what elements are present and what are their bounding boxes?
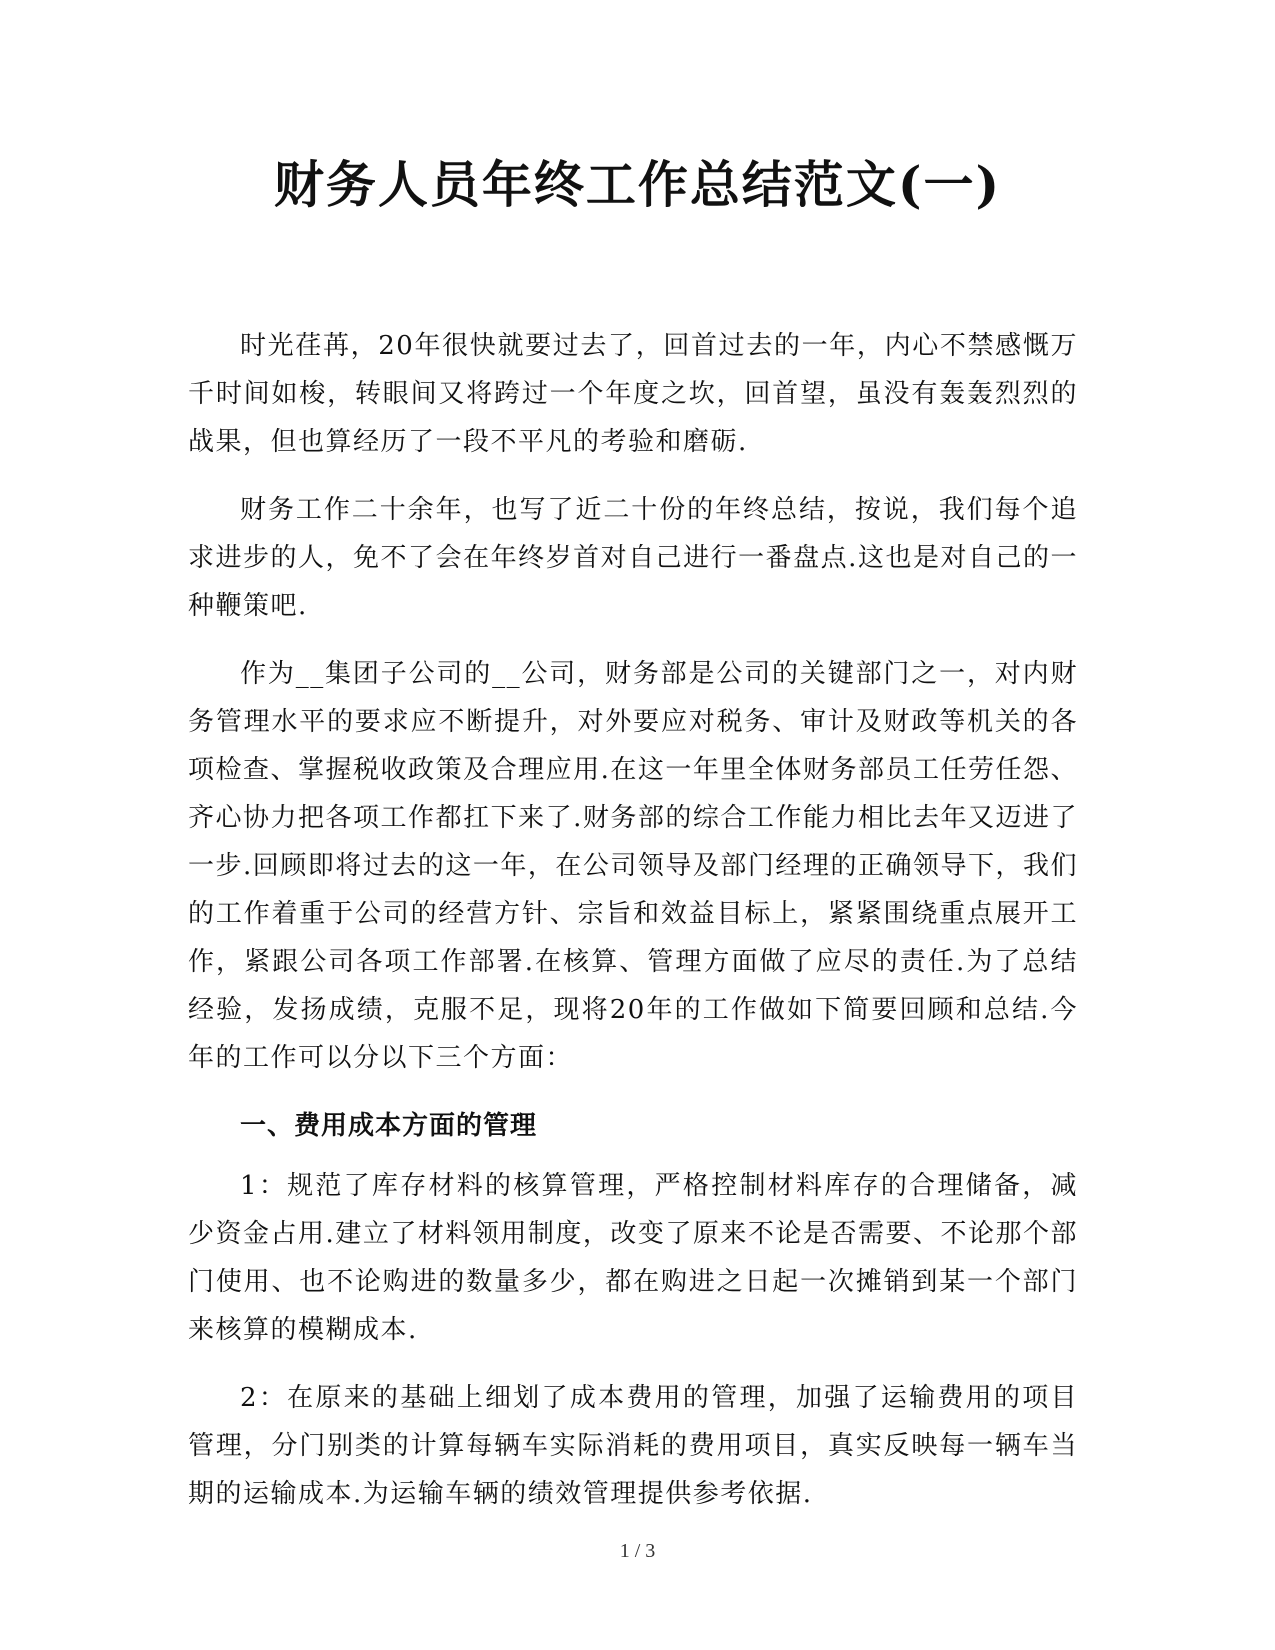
intro-paragraph-3: 作为__集团子公司的__公司，财务部是公司的关键部门之一，对内财务管理水平的要求应不断提升，对外要应对税务、审计及财政等机关的各项检查、掌握税收政策及合理应用.在这一年里全体财务部员工任劳任怨、齐心协力把各项工作都扛下来了.财务部的综合工作能力相比去年又迈进了一步.回顾即将过去的这一年，在公司领导及部门经理的正确领导下，我们的工作着重于公司的经营方针、宗旨和效益目标上，紧紧围绕重点展开工作，紧跟公司各项工作部署.在核算、管理方面做了应尽的责任.为了总结经验，发扬成绩，克服不足，现将20年的工作做如下简要回顾和总结.今年的工作可以分以下三个方面： bbox=[188, 659, 1078, 1073]
document-body bbox=[188, 322, 1078, 1538]
intro-paragraph-1: 时光荏苒，20年很快就要过去了，回首过去的一年，内心不禁感慨万千时间如梭，转眼间又将跨过一个年度之坎，回首望，虽没有轰轰烈烈的战果，但也算经历了一段不平凡的考验和磨砺. bbox=[188, 331, 1078, 457]
document-title: 财务人员年终工作总结范文(一) bbox=[273, 155, 1002, 214]
section-heading: 一、费用成本方面的管理 bbox=[240, 1111, 538, 1141]
page-number: 1 / 3 bbox=[619, 1540, 656, 1562]
section-paragraph-2: 2：在原来的基础上细划了成本费用的管理，加强了运输费用的项目管理，分门别类的计算每辆车实际消耗的费用项目，真实反映每一辆车当期的运输成本.为运输车辆的绩效管理提供参考依据. bbox=[188, 1383, 1078, 1509]
intro-paragraph-2: 财务工作二十余年，也写了近二十份的年终总结，按说，我们每个追求进步的人，免不了会在年终岁首对自己进行一番盘点.这也是对自己的一种鞭策吧. bbox=[188, 495, 1078, 621]
section-paragraph-1: 1：规范了库存材料的核算管理，严格控制材料库存的合理储备，减少资金占用.建立了材料领用制度，改变了原来不论是否需要、不论那个部门使用、也不论购进的数量多少，都在购进之日起一次摊销到某一个部门来核算的模糊成本. bbox=[188, 1171, 1078, 1345]
